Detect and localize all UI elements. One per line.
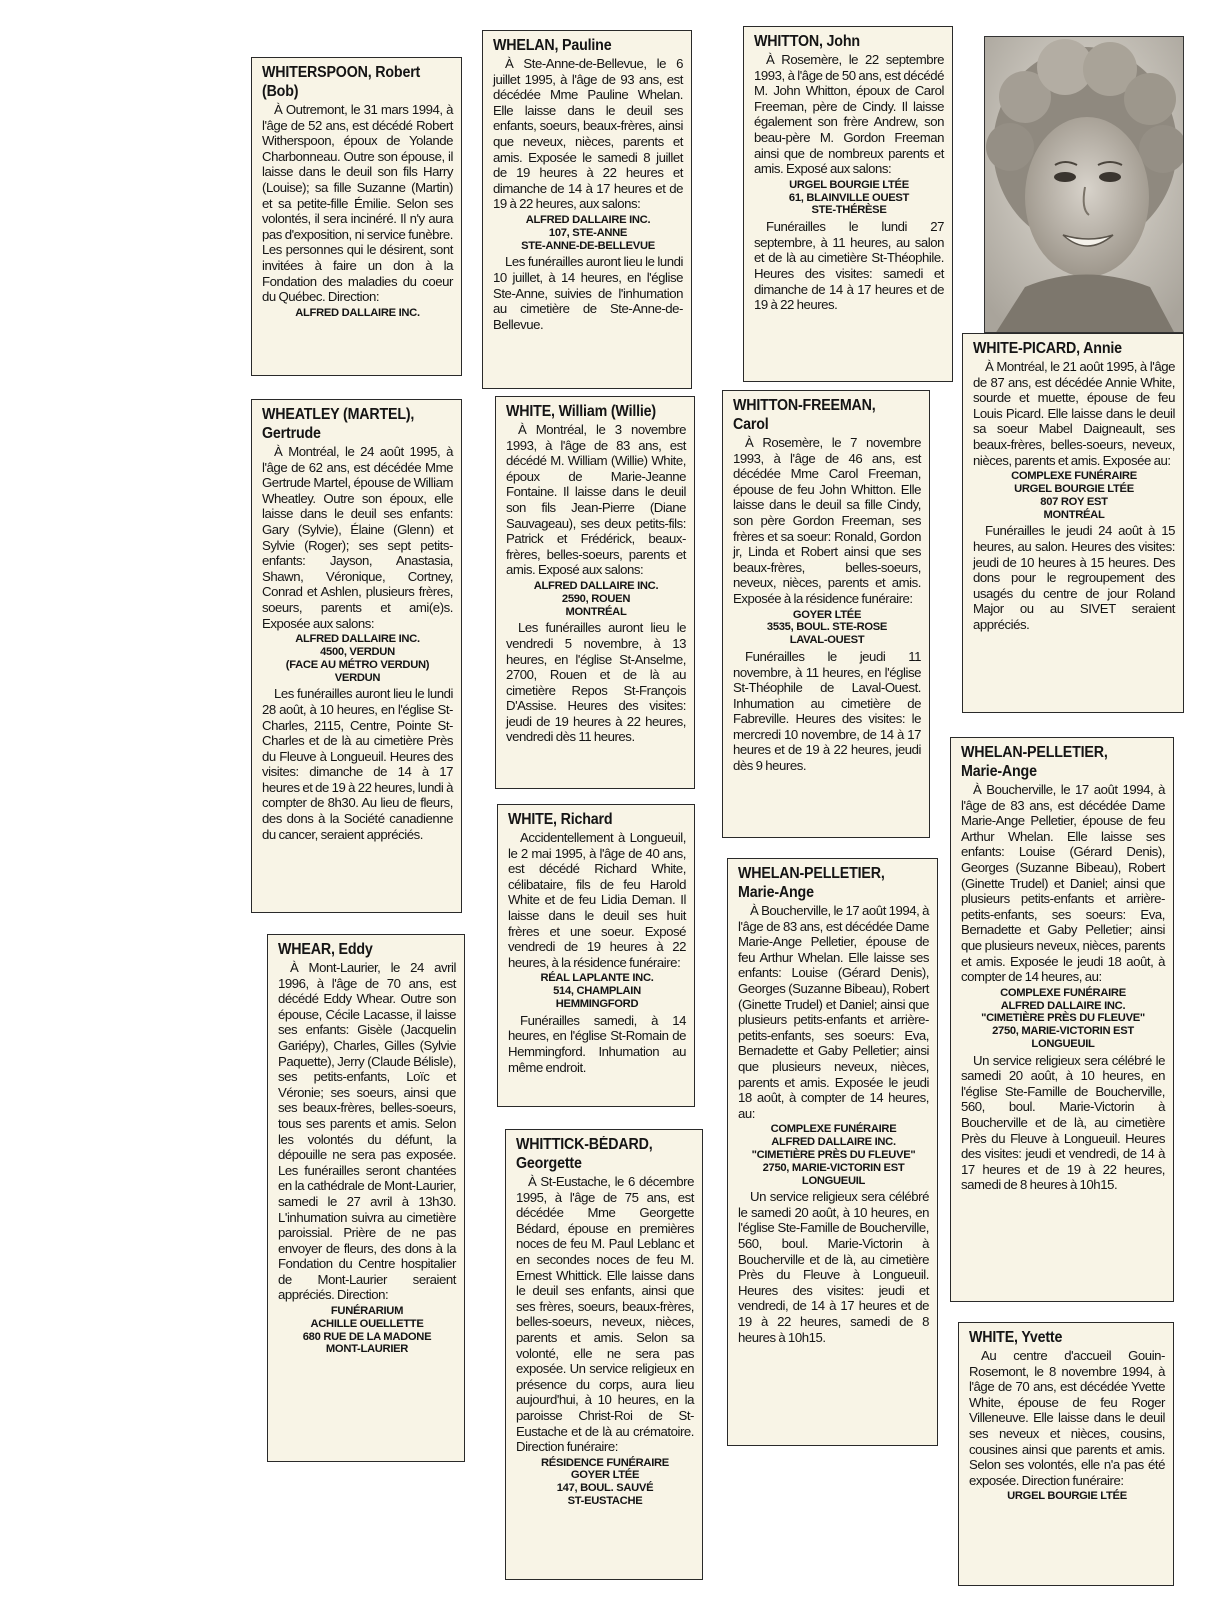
obituary-name: WHITE-PICARD, Annie — [973, 340, 1122, 357]
obituary-name: WHELAN-PELLETIER, — [738, 865, 885, 882]
obituary-text-2: Les funérailles auront lieu le vendredi 5 novembre, à 13 heures, en l'église St-Anselme, 2700, Rouen et de là au cimetière Repos St-François D'Assise. Heures des visites: jeudi de 19 heures à 22 heures, vendredi dès 11 heures. — [506, 620, 686, 745]
funeral-home-address: ALFRED DALLAIRE INC. 107, STE-ANNE STE-ANNE-DE-BELLEVUE — [521, 213, 655, 252]
obituary-white-picard — [962, 333, 1184, 713]
obituary-text-2: Un service religieux sera célébré le samedi 20 août, à 10 heures, en l'église Ste-Famille de Boucherville, 560, boul. Marie-Victorin à Boucherville et de là, au cimetière Près du Fleuve à Longueuil. Heures des visites: jeudi et vendredi, de 14 à 17 heures et de 19 à 22 heures, samedi de 8 heures à 10h15. — [738, 1189, 929, 1345]
funeral-home-address: ALFRED DALLAIRE INC. 2590, ROUEN MONTRÉAL — [533, 579, 659, 618]
obituary-text: À Rosemère, le 22 septembre 1993, à l'âge de 50 ans, est décédé M. John Whitton, époux de Carol Freeman, père de Cindy. Il laisse également son frère Andrew, son beau-père M. Gordon Freeman ainsi que de nombreux parents et amis. Exposé aux salons: — [754, 52, 944, 177]
obituary-whitton-freeman — [722, 390, 930, 838]
portrait-image — [985, 37, 1184, 333]
obituary-name: WHITTON, John — [754, 33, 860, 50]
obituary-name: WHITE, Yvette — [969, 1329, 1063, 1346]
funeral-home-address: COMPLEXE FUNÉRAIRE ALFRED DALLAIRE INC. "CIMETIÈRE PRÈS DU FLEUVE" 2750, MARIE-VICTORIN EST LONGUEUIL — [981, 986, 1145, 1050]
obituary-text: À Montréal, le 24 août 1995, à l'âge de 62 ans, est décédée Mme Gertrude Martel, épouse de William Wheatley. Outre son époux, elle laisse dans le deuil ses enfants: Gary (Sylvie), Élaine (Glenn) et Sylvie (Roger); ses sept petits-enfants: Jayson, Anastasia, Shawn, Véronique, Cortney, Conrad et Ashlen, plusieurs frères, soeurs, parents et ami(e)s. Exposée aux salons: — [262, 444, 453, 631]
obituary-whittick — [505, 1129, 703, 1580]
obituary-text-2: Un service religieux sera célébré le samedi 20 août, à 10 heures, en l'église Ste-Famille de Boucherville, 560, boul. Marie-Victorin à Boucherville et de là, au cimetière Près du Fleuve à Longueuil. Heures des visites: jeudi et vendredi, de 14 à 17 heures et de 19 à 22 heures, samedi de 8 heures à 10h15. — [961, 1052, 1165, 1193]
obituary-text-2: Funérailles le jeudi 24 août à 15 heures, au salon. Heures des visites: jeudi de 10 heures à 15 heures. Des dons pour le regroupement des usagés du centre de jour Roland Major ou au SIVET seraient appréciés. — [973, 523, 1175, 632]
funeral-home-address: COMPLEXE FUNÉRAIRE ALFRED DALLAIRE INC. "CIMETIÈRE PRÈS DU FLEUVE" 2750, MARIE-VICTORIN EST LONGUEUIL — [751, 1123, 916, 1187]
obituary-name: WHEATLEY (MARTEL), — [262, 406, 415, 423]
obituary-white-yvette — [958, 1322, 1174, 1586]
obituary-name: WHEAR, Eddy — [278, 941, 373, 958]
obituary-text-2: Funérailles le lundi 27 septembre, à 11 heures, au salon et de là au cimetière St-Théophile. Heures des visites: samedi et dimanche de 14 à 17 heures et de 19 à 22 heures. — [754, 219, 944, 313]
obituary-whiterspoon — [251, 57, 462, 376]
obituary-name-2: Gertrude — [262, 425, 321, 442]
obituary-white-richard — [497, 804, 695, 1107]
obituary-text: À Montréal, le 3 novembre 1993, à l'âge de 83 ans, est décédé M. William (Willie) White, époux de Marie-Jeanne Fontaine. Il laisse dans le deuil son fils Jean-Pierre (Diane Sauvageau), ses deux petits-fils: Patrick et Frédérick, beaux-frères, belles-soeurs, parents et amis. Exposé aux salons: — [506, 422, 686, 578]
funeral-home-address: GOYER LTÉE 3535, BOUL. STE-ROSE LAVAL-OUEST — [766, 608, 888, 647]
obituary-text: À Ste-Anne-de-Bellevue, le 6 juillet 1995, à l'âge de 93 ans, est décédée Mme Pauline Whelan. Elle laisse dans le deuil ses enfants, soeurs, beaux-frères, ainsi que neveux, nièces, parents et amis. Exposée le samedi 8 juillet de 19 heures à 22 heures et dimanche de 14 à 17 heures et de 19 à 22 heures, aux salons: — [493, 56, 683, 212]
obituary-whear — [267, 934, 465, 1462]
obituary-text-2: Les funérailles auront lieu le lundi 10 juillet, à 14 heures, en l'église Ste-Anne, suivies de l'inhumation au cimetière de Ste-Anne-de-Bellevue. — [493, 254, 683, 332]
obituary-name: WHELAN-PELLETIER, — [961, 744, 1108, 761]
obituary-whitton-john — [743, 26, 953, 382]
obituary-name: WHITTON-FREEMAN, — [733, 397, 876, 414]
funeral-home-address: FUNÉRARIUM ACHILLE OUELLETTE 680 RUE DE LA MADONE MONT-LAURIER — [302, 1305, 432, 1356]
funeral-home-address: URGEL BOURGIE LTÉE 61, BLAINVILLE OUEST STE-THÉRÈSE — [788, 178, 910, 217]
obituary-white-william — [495, 396, 695, 789]
obituary-text: À Montréal, le 21 août 1995, à l'âge de 87 ans, est décédée Annie White, sourde et muette, épouse de feu Louis Picard. Elle laisse dans le deuil sa soeur Mabel Daigneault, ses beaux-frères, belles-soeurs, neveux, nièces, parents et amis. Exposée au: — [973, 359, 1175, 468]
obituary-text: À Boucherville, le 17 août 1994, à l'âge de 83 ans, est décédée Dame Marie-Ange Pelletier, épouse de feu Arthur Whelan. Elle laisse ses enfants: Louise (Gérard Denis), Georges (Suzanne Bibeau), Robert (Ginette Trudel) et Daniel; ainsi que plusieurs petits-enfants et arrière-petits-enfants, ses soeurs: Eva, Bernadette et Gaby Pelletier; ainsi que plusieurs neveux, nièces, parents et amis. Exposée le jeudi 18 août, à compter de 14 heures, au: — [738, 903, 929, 1121]
obituary-name: WHITERSPOON, Robert — [262, 64, 421, 81]
funeral-home-address: ALFRED DALLAIRE INC. 4500, VERDUN (FACE AU MÉTRO VERDUN) VERDUN — [285, 633, 430, 684]
funeral-home-address: RÉSIDENCE FUNÉRAIRE GOYER LTÉE 147, BOUL. SAUVÉ ST-EUSTACHE — [541, 1456, 669, 1508]
obituary-name-2: Marie-Ange — [961, 763, 1037, 780]
obituary-text: Accidentellement à Longueuil, le 2 mai 1995, à l'âge de 40 ans, est décédé Richard White, célibataire, fils de feu Harold White et de feu Lidia Deman. Il laisse dans le deuil ses huit frères et une soeur. Exposé vendredi de 19 heures à 22 heures, à la résidence funéraire: — [508, 830, 686, 970]
obituary-text: À Rosemère, le 7 novembre 1993, à l'âge de 46 ans, est décédée Mme Carol Freeman, épouse de feu John Whitton. Elle laisse dans le deuil sa fille Cindy, son père Gordon Freeman, ses frères et sa soeur: Ronald, Gordon jr, Linda et Robert ainsi que ses beaux-frères, belles-soeurs, neveux, nièces, parents et amis. Exposée à la résidence funéraire: — [733, 435, 921, 606]
obituary-text-2: Funérailles le jeudi 11 novembre, à 11 heures, en l'église St-Théophile de Laval-Ouest. Inhumation au cimetière de Fabreville. Heures des visites: le mercredi 10 novembre, de 14 à 17 heures et de 19 à 22 heures, jeudi dès 9 heures. — [733, 648, 921, 774]
portrait-photo — [984, 36, 1184, 333]
funeral-home-address: ALFRED DALLAIRE INC. — [295, 306, 420, 319]
obituary-whelan — [482, 30, 692, 389]
obituary-text: À Outremont, le 31 mars 1994, à l'âge de 52 ans, est décédé Robert Witherspoon, époux de Yolande Charbonneau. Outre son épouse, il laisse dans le deuil son fils Harry (Louise); sa fille Suzanne (Martin) et sa petite-fille Émilie. Selon ses volontés, il sera incinéré. Il n'y aura pas d'exposition, ni service funèbre. Les personnes qui le désirent, sont invitées à faire un don à la Fondation des maladies du coeur du Québec. Direction: — [262, 102, 453, 305]
obituary-wheatley — [251, 399, 462, 913]
obituary-text-2: Les funérailles auront lieu le lundi 28 août, à 10 heures, en l'église St-Charles, 2115, Centre, Pointe St-Charles et de là au cimetière Près du Fleuve à Longueuil. Heures des visites: dimanche de 14 à 17 heures et de 19 à 22 heures, lundi à compter de 8h30. Au lieu de fleurs, des dons à la Société canadienne du cancer, seraient appréciés. — [262, 686, 453, 842]
obituary-name-2: Carol — [733, 416, 769, 433]
obituary-text: Au centre d'accueil Gouin-Rosemont, le 8 novembre 1994, à l'âge de 70 ans, est décédée Yvette White, épouse de feu Roger Villeneuve. Elle laisse dans le deuil ses neveux et nièces, cousins, cousines ainsi que parents et amis. Selon ses volontés, elle n'a pas été exposée. Direction funéraire: — [969, 1348, 1165, 1488]
obituary-text-2: Funérailles samedi, à 14 heures, en l'église St-Romain de Hemmingford. Inhumation au même endroit. — [508, 1012, 686, 1075]
obituary-name-2: Georgette — [516, 1155, 582, 1172]
obituary-name: WHITE, William (Willie) — [506, 403, 657, 420]
funeral-home-address: RÉAL LAPLANTE INC. 514, CHAMPLAIN HEMMINGFORD — [540, 972, 654, 1010]
obituary-name: WHITE, Richard — [508, 811, 613, 828]
obituary-text: À St-Eustache, le 6 décembre 1995, à l'âge de 75 ans, est décédée Mme Georgette Bédard, épouse en premières noces de feu M. Paul Leblanc et en secondes noces de feu M. Ernest Whittick. Elle laisse dans le deuil ses enfants, ainsi que ses frères, soeurs, beaux-frères, belles-soeurs, neveux, nièces, parents et amis. Selon sa volonté, elle ne sera pas exposée. Un service religieux en présence du corps, aura lieu aujourd'hui, à 10 heures, en la paroisse Christ-Roi de St-Eustache et de là au crématoire. Direction funéraire: — [516, 1174, 694, 1455]
obituary-name: WHITTICK-BÉDARD, — [516, 1136, 653, 1153]
funeral-home-address: COMPLEXE FUNÉRAIRE URGEL BOURGIE LTÉE 807 ROY EST MONTRÉAL — [1011, 470, 1137, 521]
obituary-name-2: (Bob) — [262, 83, 299, 100]
obituary-whelan-pelletier-2 — [950, 737, 1174, 1302]
obituary-name-2: Marie-Ange — [738, 884, 814, 901]
obituary-whelan-pelletier — [727, 858, 938, 1446]
obituary-text: À Mont-Laurier, le 24 avril 1996, à l'âge de 70 ans, est décédé Eddy Whear. Outre son épouse, Cécile Lacasse, il laisse ses enfants: Gisèle (Jacquelin Gariépy), Charles, Gilles (Sylvie Paquette), Jerry (Claude Bélisle), ses petits-enfants, Loïc et Véronie; ses soeurs, ainsi que ses beaux-frères, belles-soeurs, tous ses parents et amis. Selon les volontés du défunt, la dépouille ne sera pas exposée. Les funérailles seront chantées en la cathédrale de Mont-Laurier, samedi le 27 avril à 13h30. L'inhumation suivra au cimetière paroissial. Prière de ne pas envoyer de fleurs, des dons à la Fondation du Centre hospitalier de Mont-Laurier seraient appréciés. Direction: — [278, 960, 456, 1303]
obituary-name: WHELAN, Pauline — [493, 37, 612, 54]
obituary-text: À Boucherville, le 17 août 1994, à l'âge de 83 ans, est décédée Dame Marie-Ange Pelletier, épouse de feu Arthur Whelan. Elle laisse ses enfants: Louise (Gérard Denis), Georges (Suzanne Bibeau), Robert (Ginette Trudel) et Daniel; ainsi que plusieurs petits-enfants et arrière-petits-enfants, ses soeurs: Eva, Bernadette et Gaby Pelletier; ainsi que plusieurs neveux, nièces, parents et amis. Exposée le jeudi 18 août, à compter de 14 heures, au: — [961, 782, 1165, 985]
funeral-home-address: URGEL BOURGIE LTÉE — [1007, 1490, 1127, 1503]
